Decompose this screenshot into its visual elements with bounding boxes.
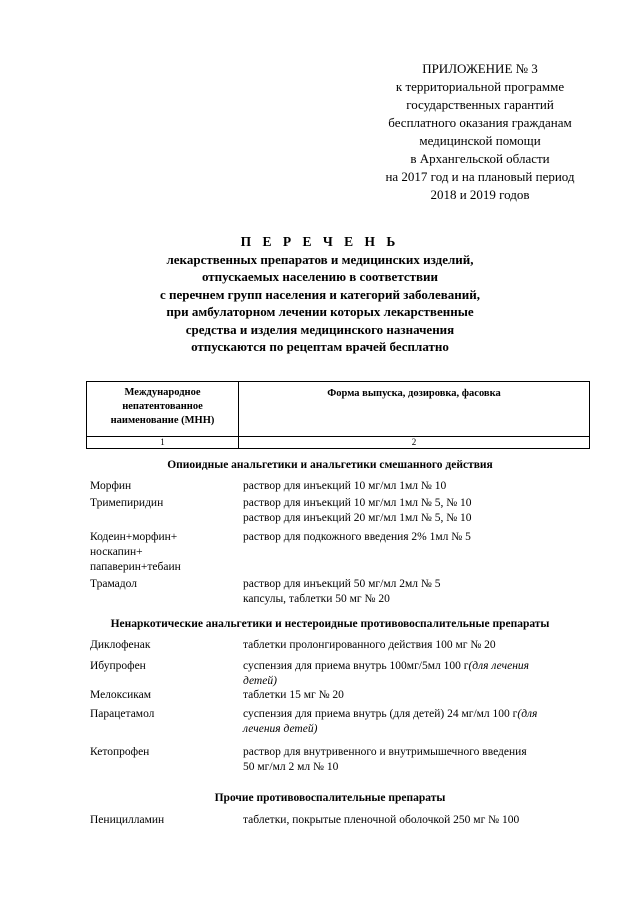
- table-header: [86, 381, 590, 449]
- drug-form: раствор для инъекций 50 мг/мл 2мл № 5 капсулы, таблетки 50 мг № 20: [243, 578, 441, 605]
- appendix-line: на 2017 год и на плановый период: [385, 169, 575, 184]
- drug-form: раствор для подкожного введения 2% 1мл № 5: [243, 531, 471, 543]
- appendix-line: медицинской помощи: [419, 133, 541, 148]
- title-line: средства и изделия медицинского назначения: [185, 321, 455, 337]
- appendix-line: бесплатного оказания гражданам: [388, 115, 572, 130]
- column-header-mnn: Международное непатентованное наименование (МНН): [87, 382, 239, 437]
- drug-form: раствор для инъекций 10 мг/мл 1мл № 10: [243, 480, 447, 492]
- appendix-header: [360, 60, 600, 204]
- column-number-1: 1: [87, 437, 239, 449]
- title-line: с перечнем групп населения и категорий заболеваний,: [160, 286, 480, 302]
- appendix-title: ПРИЛОЖЕНИЕ № 3: [422, 61, 538, 76]
- drug-form: таблетки пролонгированного действия 100 мг № 20: [243, 639, 496, 651]
- drug-name: Кодеин+морфин+ носкапин+ папаверин+тебаин: [90, 531, 181, 573]
- drug-form: таблетки, покрытые пленочной оболочкой 250 мг № 100: [243, 814, 520, 826]
- title-line: отпускаемых населению в соответствии: [201, 269, 439, 284]
- title-heading: П Е Р Е Ч Е Н Ь: [240, 234, 400, 249]
- drug-name: Пеницилламин: [90, 814, 165, 826]
- appendix-line: к территориальной программе: [395, 79, 565, 94]
- title-line: лекарственных препаратов и медицинских изделий,: [166, 251, 474, 267]
- appendix-line: государственных гарантий: [406, 97, 554, 112]
- drug-name: Ибупрофен: [90, 660, 146, 672]
- drug-form: суспензия для приема внутрь 100мг/5мл 100 г(для лечения детей): [243, 660, 529, 687]
- drug-name: Морфин: [90, 480, 132, 492]
- title-line: при амбулаторном лечении которых лекарственные: [166, 304, 474, 319]
- drug-form: раствор для инъекций 10 мг/мл 1мл № 5, № 10 раствор для инъекций 20 мг/мл 1мл № 5, № 10: [243, 497, 472, 524]
- drug-name: Трамадол: [90, 578, 137, 590]
- section-title-opioid: Опиоидные анальгетики и анальгетики смешанного действия: [167, 459, 493, 471]
- drug-name: Диклофенак: [90, 639, 151, 651]
- appendix-line: 2018 и 2019 годов: [430, 187, 530, 202]
- drug-name: Парацетамол: [90, 708, 155, 720]
- drug-name: Кетопрофен: [90, 746, 150, 758]
- drug-form: раствор для внутривенного и внутримышечного введения 50 мг/мл 2 мл № 10: [243, 746, 527, 773]
- drug-form: таблетки 15 мг № 20: [243, 689, 344, 701]
- column-header-form: Форма выпуска, дозировка, фасовка: [239, 382, 590, 437]
- column-number-2: 2: [239, 437, 590, 449]
- section-title-nonnarcotic: Ненаркотические анальгетики и нестероидные противовоспалительные препараты: [110, 618, 550, 630]
- section-title-other: Прочие противовоспалительные препараты: [214, 792, 446, 804]
- drug-name: Мелоксикам: [90, 689, 152, 701]
- drug-name: Тримепиридин: [90, 497, 164, 509]
- title-line: отпускаются по рецептам врачей бесплатно: [191, 339, 449, 354]
- document-title: [90, 233, 550, 356]
- appendix-line: в Архангельской области: [410, 151, 550, 166]
- drug-form: суспензия для приема внутрь (для детей) 24 мг/мл 100 г(для лечения детей): [243, 708, 538, 735]
